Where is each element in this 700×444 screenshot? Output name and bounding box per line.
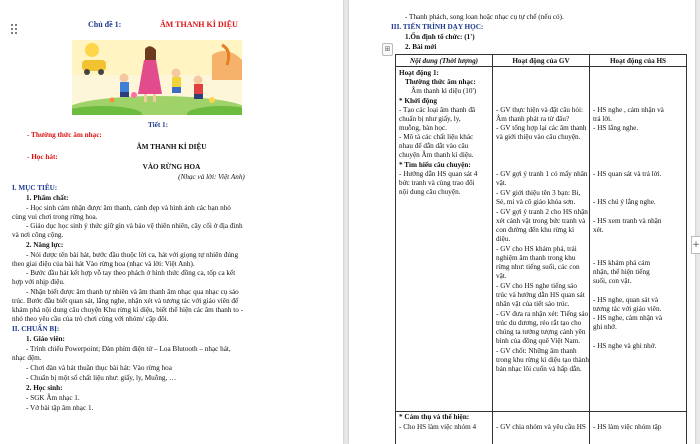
table-cell-text: tương tác với giáo viên.	[593, 305, 662, 313]
table-cell-text: - GV cho HS khám phá, trải	[496, 245, 577, 253]
table-cell-text: - Hướng dẫn HS quan sát 4	[399, 170, 478, 178]
table-cell-text: nghiệm âm thanh trong khu	[496, 254, 576, 262]
subsection-teacher: 1. Giáo viên:	[26, 335, 65, 343]
table-cell-text: - GV cho HS nghe tiếng sáo	[496, 282, 577, 290]
table-cell-text: bình của đồng quê Việt Nam.	[496, 337, 581, 345]
table-cell-text: Sẻ, mi và cô giáo khóa sơn.	[496, 198, 576, 206]
table-cell-text: - HS lắng nghe.	[593, 124, 639, 132]
text-line: theo giai điệu của bài hát Vào rừng hoa (nhạc và lời: Việt Anh).	[12, 260, 195, 268]
table-cell-text: nhân vật của tiết sáo trúc.	[496, 300, 570, 308]
table-header-student: Hoạt động của HS	[609, 57, 667, 65]
table-cell-text: chuẩn bị như giấy, ly,	[399, 115, 461, 123]
subsection-qualities: 1. Phẩm chất:	[26, 194, 69, 202]
table-cell-text: rừng như: tiếng suối, các con	[496, 263, 580, 271]
table-move-handle-icon[interactable]: ⊞	[382, 43, 393, 56]
table-cell-text: - HS nghe , cảm nhận và	[593, 106, 664, 114]
text-line: nhạc đệm.	[12, 354, 42, 362]
table-cell-text: vật.	[496, 179, 507, 187]
table-cell-text: - GV chia nhóm và yêu cầu HS	[496, 423, 586, 431]
text-line: - SGK Âm nhạc 1.	[26, 394, 80, 402]
subsection-new-lesson: 2. Bài mới	[405, 43, 437, 51]
text-line: trúc. Bước đầu biết quan sát, lắng nghe, nhận xét và tương tác với giáo viên để	[12, 297, 239, 305]
table-cell-text: - HS nghe, cảm nhận và	[593, 314, 663, 322]
table-cell-text: con đường đến khu rừng kì	[496, 226, 575, 234]
song-bullet: - Học hát:	[27, 153, 58, 161]
table-cell-text: - HS làm việc nhóm tập	[593, 423, 662, 431]
document-page-left	[0, 0, 343, 444]
subsection-competence: 2. Năng lực:	[26, 241, 64, 249]
section-preparation: II. CHUẨN BỊ:	[12, 325, 60, 333]
table-cell-text: và giới thiệu vào câu chuyện.	[496, 133, 581, 141]
table-cell-text: Hoạt động 1:	[399, 69, 439, 77]
table-cell-text: - HS quan sát và trả lời.	[593, 170, 662, 178]
document-page-right	[349, 0, 695, 444]
theory-bullet: - Thường thức âm nhạc:	[27, 131, 102, 139]
table-cell-text: - GV giới thiệu tên 3 bạn: Bi,	[496, 189, 581, 197]
section-objectives: I. MỤC TIÊU:	[12, 184, 58, 192]
table-cell-text: nội dung câu chuyện.	[399, 188, 461, 196]
table-cell-text: chuyện Âm thanh kì diệu.	[399, 151, 474, 159]
text-line: cùng vui chơi trong rừng hoa.	[12, 213, 98, 221]
table-cell-text: Thường thức âm nhạc:	[405, 78, 476, 86]
text-line: và nơi công cộng.	[12, 231, 64, 239]
table-cell-text: - Mô tả các chất liệu khác	[399, 133, 474, 141]
table-cell-text: - HS chú ý lắng nghe.	[593, 198, 656, 206]
table-cell-text: - GV tổng hợp lại các âm thanh	[496, 124, 587, 132]
table-cell-text: * Cảm thụ và thể hiện:	[399, 413, 470, 421]
table-cell-text: suối, con vật.	[593, 277, 632, 285]
table-cell-text: - HS nghe và ghi nhớ.	[593, 342, 657, 350]
expand-panel-icon[interactable]: +	[691, 236, 700, 254]
text-line: hợp với nhịp điệu.	[12, 278, 65, 286]
table-cell-text: - GV đưa ra nhận xét: Tiếng sáo	[496, 310, 589, 318]
text-line: - Nói được tên bài hát, bước đầu thuộc lời ca, hát với giọng tự nhiên đúng	[26, 251, 239, 259]
illustration-children-dancing	[72, 40, 242, 115]
table-cell-text: trong khu rừng kì diệu tạo thành	[496, 356, 589, 364]
text-line: - Nhận biết được âm thanh tự nhiên và âm thanh âm nhạc qua nhạc cụ sáo	[26, 288, 239, 296]
text-line: - Bước đầu hát kết hợp vỗ tay theo phách ở hình thức đồng ca, tốp ca kết	[26, 269, 236, 277]
table-cell-text: bức tranh và cùng trao đổi	[399, 179, 475, 187]
song-title: VÀO RỪNG HOA	[142, 163, 201, 171]
table-cell-text: - HS xem tranh và nhận	[593, 217, 662, 225]
table-cell-text: * Khởi động	[399, 97, 437, 105]
table-cell-text: chúng ta tưởng tượng cảnh yên	[496, 328, 586, 336]
table-cell-text: - HS khám phá cảm	[593, 259, 651, 267]
song-author: (Nhạc và lời: Việt Anh)	[178, 173, 245, 181]
text-line: - Giáo dục học sinh ý thức giữ gìn và bảo vệ thiên nhiên, cây cối ở địa đình	[26, 222, 243, 230]
table-cell-text: muỗng, bàn học.	[399, 124, 447, 132]
table-cell-text: Âm thanh kì diệu (10')	[411, 87, 477, 95]
table-cell-text: Âm thanh phát ra từ đâu?	[496, 115, 570, 123]
table-cell-text: - Tạo các loại âm thanh đã	[399, 106, 476, 114]
table-cell-text: ghi nhớ.	[593, 323, 617, 331]
text-line: - Vở bài tập âm nhạc 1.	[26, 404, 94, 412]
table-cell-text: * Tìm hiểu câu chuyện:	[399, 161, 471, 169]
section-process: III. TIẾN TRÌNH DẠY HỌC:	[391, 23, 484, 31]
table-cell-text: trúc du dương, réo rắt tạo cho	[496, 319, 582, 327]
table-cell-text: diệu.	[496, 235, 511, 243]
table-cell-text: xét.	[593, 226, 604, 234]
text-line: - Thanh phách, song loan hoặc nhạc cụ tự chế (nếu có).	[405, 13, 564, 21]
table-cell-text: - GV chốt: Những âm thanh	[496, 347, 577, 355]
table-cell-text: - GV thực hiện và đặt câu hỏi:	[496, 106, 583, 114]
subsection-stability: 1.Ổn định tổ chức: (1')	[405, 33, 475, 41]
lesson-label: Tiết 1:	[148, 121, 169, 129]
text-line: - Học sinh cảm nhận được âm thanh, cảnh đẹp và hình ảnh các bạn nhỏ	[26, 204, 231, 212]
topic-title: ÂM THANH KÌ DIỆU	[160, 20, 238, 29]
table-cell-text: trả lời.	[593, 115, 612, 123]
topic-label: Chủ đề 1:	[88, 20, 122, 29]
table-cell-text: - GV gợi ý tranh 1 có mấy nhân	[496, 170, 588, 178]
table-cell-text: nhận, thể hiện tiếng	[593, 268, 650, 276]
theory-title: ÂM THANH KÌ DIỆU	[136, 143, 207, 151]
table-cell-text: vật.	[496, 272, 507, 280]
table-cell-text: bản nhạc lôi cuốn và hấp dẫn.	[496, 365, 582, 373]
text-line: - Chơi đàn và hát thuần thục bài hát: Vào rừng hoa	[26, 364, 172, 372]
text-line: nhỏ theo yêu cầu của trò chơi cùng với nhóm/ cặp đôi.	[12, 315, 169, 323]
table-header-content: Nội dung (Thời lượng)	[409, 57, 479, 65]
text-line: - Trình chiếu Powerpoint; Đàn phím điện tử – Loa Blutooth – nhạc hát,	[26, 345, 231, 353]
text-line: - Chuẩn bị một số chất liệu như: giấy, ly, Muỗng, …	[26, 374, 177, 382]
table-cell-text: - GV gợi ý tranh 2 cho HS nhận	[496, 208, 588, 216]
table-header-teacher: Hoạt động của GV	[512, 57, 570, 65]
table-cell-text: xét cảnh vật trong bức tranh và	[496, 217, 586, 225]
drag-handle-icon[interactable]	[11, 24, 19, 36]
table-cell-text: - HS nghe, quan sát và	[593, 296, 659, 304]
table-cell-text: trúc và hướng dẫn HS quan sát	[496, 291, 585, 299]
table-cell-text: - Cho HS làm việc nhóm 4	[399, 423, 477, 431]
table-cell-text: nhau để dẫn dắt vào câu	[399, 142, 469, 150]
text-line: khám phá nội dung câu chuyện Khu rừng kì diệu, biết thể hiện các âm thanh to -	[12, 306, 244, 314]
subsection-students: 2. Học sinh:	[26, 384, 63, 392]
